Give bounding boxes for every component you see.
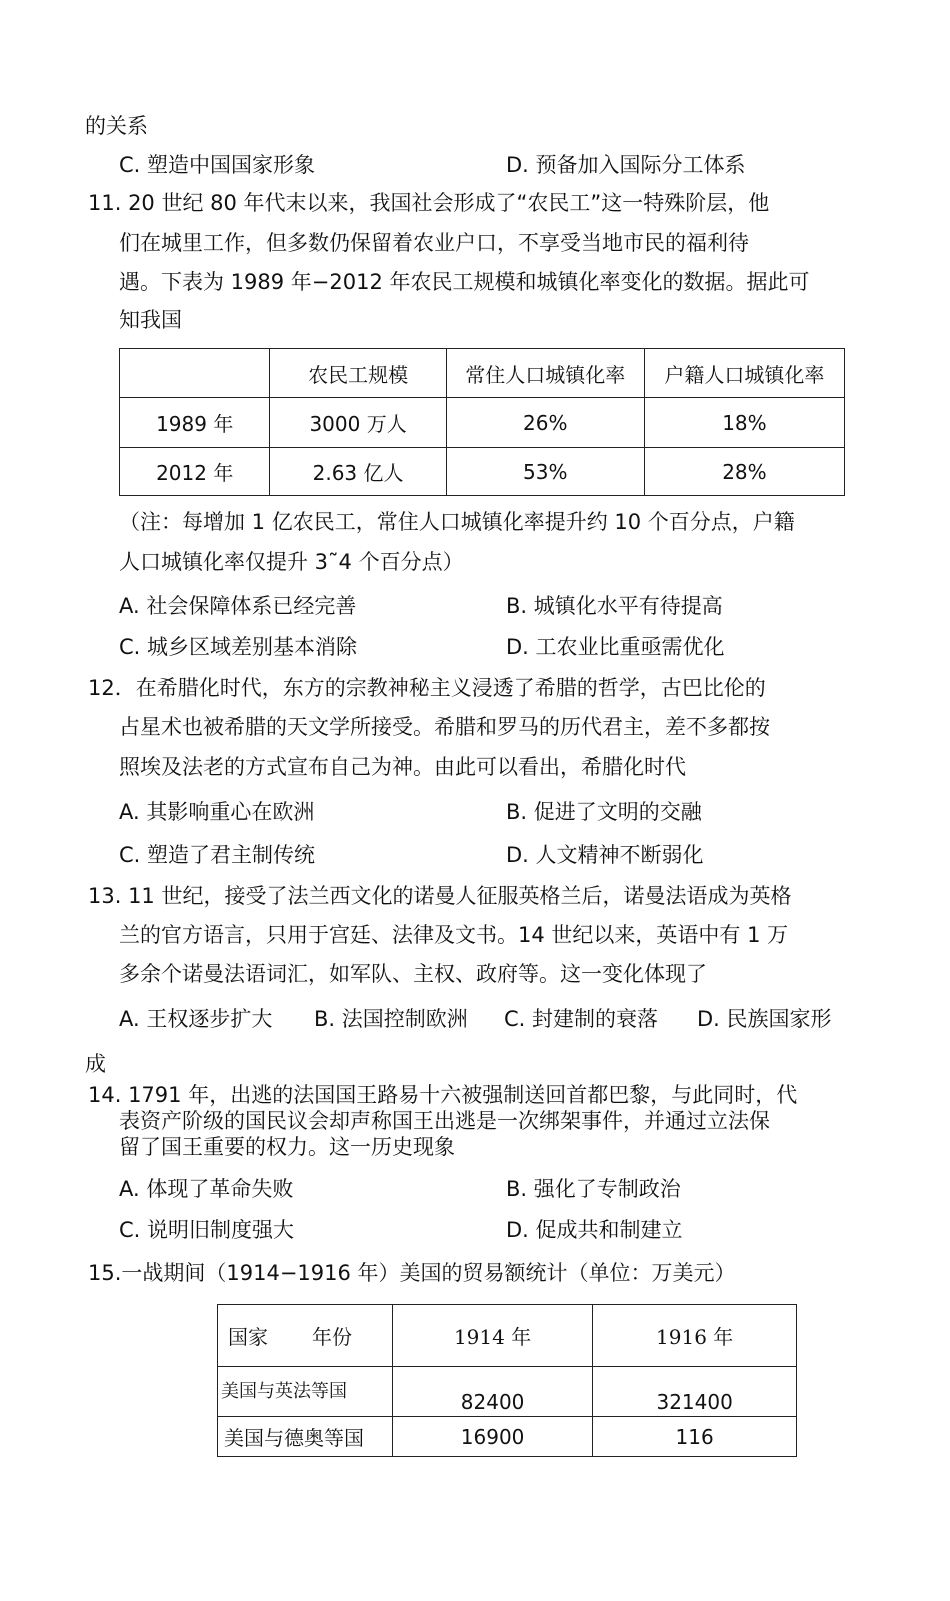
q12-stem-line3: 照埃及法老的方式宣布自己为神。由此可以看出，希腊化时代 [119,755,686,779]
q12-option-a: A. 其影响重心在欧洲 [119,800,315,824]
q11-row2-registered: 28% [644,448,844,496]
q13-option-a: A. 王权逐步扩大 [119,1007,273,1031]
q11-option-d: D. 工农业比重亟需优化 [506,635,725,659]
q15-row1-label: 美国与英法等国 [218,1367,393,1417]
q13-option-b: B. 法国控制欧洲 [314,1007,468,1031]
q14-stem-line2: 表资产阶级的国民议会却声称国王出逃是一次绑架事件，并通过立法保 [119,1109,770,1133]
q13-option-d: D. 民族国家形 [697,1007,832,1031]
q10-option-d: D. 预备加入国际分工体系 [506,153,746,177]
q11-table-header-row [120,349,845,398]
q13-stem-line2: 兰的官方语言，只用于宫廷、法律及文书。14 世纪以来，英语中有 1 万 [119,923,789,947]
q11-header-registered-rate: 户籍人口城镇化率 [644,349,844,398]
q14-option-b: B. 强化了专制政治 [506,1177,681,1201]
q11-note-line2: 人口城镇化率仅提升 3˜4 个百分点） [119,550,464,574]
q11-stem-line4: 知我国 [119,308,182,332]
q13-stem-line3: 多余个诺曼法语词汇，如军队、主权、政府等。这一变化体现了 [119,962,707,986]
table-row [218,1367,797,1417]
q11-row1-year: 1989 年 [120,398,270,448]
q15-row2-label: 美国与德奥等国 [218,1417,393,1457]
table-row [218,1417,797,1457]
q11-stem-line3: 遇。下表为 1989 年−2012 年农民工规模和城镇化率变化的数据。据此可 [119,270,810,294]
q11-note-line1: （注：每增加 1 亿农民工，常住人口城镇化率提升约 10 个百分点，户籍 [119,510,795,534]
q15-header-1914: 1914 年 [392,1305,592,1367]
q15-row1-1916: 321400 [593,1367,797,1417]
q15-corner-cell [218,1305,393,1367]
q13-option-d-continuation: 成 [85,1052,106,1076]
q10-option-c: C. 塑造中国国家形象 [119,153,316,177]
q11-row2-resident: 53% [446,448,644,496]
q12-stem-line1: 12．在希腊化时代，东方的宗教神秘主义浸透了希腊的哲学，古巴比伦的 [88,676,766,700]
q15-row1-1914: 82400 [392,1367,592,1417]
q12-option-b: B. 促进了文明的交融 [506,800,702,824]
q11-row2-year: 2012 年 [120,448,270,496]
q11-stem-line2: 们在城里工作，但多数仍保留着农业户口，不享受当地市民的福利待 [119,231,749,255]
q15-corner-year: 年份 [312,1325,352,1349]
q15-trade-table [217,1304,797,1457]
q11-header-resident-rate: 常住人口城镇化率 [446,349,644,398]
q13-option-c: C. 封建制的衰落 [504,1007,659,1031]
q12-option-c: C. 塑造了君主制传统 [119,843,316,867]
q10-continuation: 的关系 [85,114,148,138]
q15-row2-1914: 16900 [392,1417,592,1457]
q14-stem-line3: 留了国王重要的权力。这一历史现象 [119,1135,455,1159]
table-row [120,448,845,496]
q15-header-1916: 1916 年 [593,1305,797,1367]
q11-row1-registered: 18% [644,398,844,448]
q15-row2-1916: 116 [593,1417,797,1457]
q11-row2-scale: 2.63 亿人 [270,448,446,496]
q11-row1-scale: 3000 万人 [270,398,446,448]
q15-table-header-row [218,1305,797,1367]
q14-option-a: A. 体现了革命失败 [119,1177,294,1201]
q15-stem-line1: 15.一战期间（1914−1916 年）美国的贸易额统计（单位：万美元） [88,1261,736,1285]
q11-header-blank [120,349,270,398]
q15-corner-country: 国家 [228,1325,268,1349]
q14-option-c: C. 说明旧制度强大 [119,1218,295,1242]
q11-row1-resident: 26% [446,398,644,448]
q14-option-d: D. 促成共和制建立 [506,1218,683,1242]
q11-data-table [119,348,845,496]
q12-option-d: D. 人文精神不断弱化 [506,843,704,867]
q11-stem-line1: 11. 20 世纪 80 年代末以来，我国社会形成了“农民工”这一特殊阶层，他 [88,191,770,215]
q13-stem-line1: 13. 11 世纪，接受了法兰西文化的诺曼人征服英格兰后，诺曼法语成为英格 [88,884,792,908]
q14-stem-line1: 14. 1791 年，出逃的法国国王路易十六被强制送回首都巴黎，与此同时，代 [88,1083,798,1107]
q12-stem-line2: 占星术也被希腊的天文学所接受。希腊和罗马的历代君主，差不多都按 [119,715,770,739]
q11-option-a: A. 社会保障体系已经完善 [119,594,357,618]
q11-header-scale: 农民工规模 [270,349,446,398]
table-row [120,398,845,448]
q11-option-b: B. 城镇化水平有待提高 [506,594,723,618]
q11-option-c: C. 城乡区域差别基本消除 [119,635,358,659]
